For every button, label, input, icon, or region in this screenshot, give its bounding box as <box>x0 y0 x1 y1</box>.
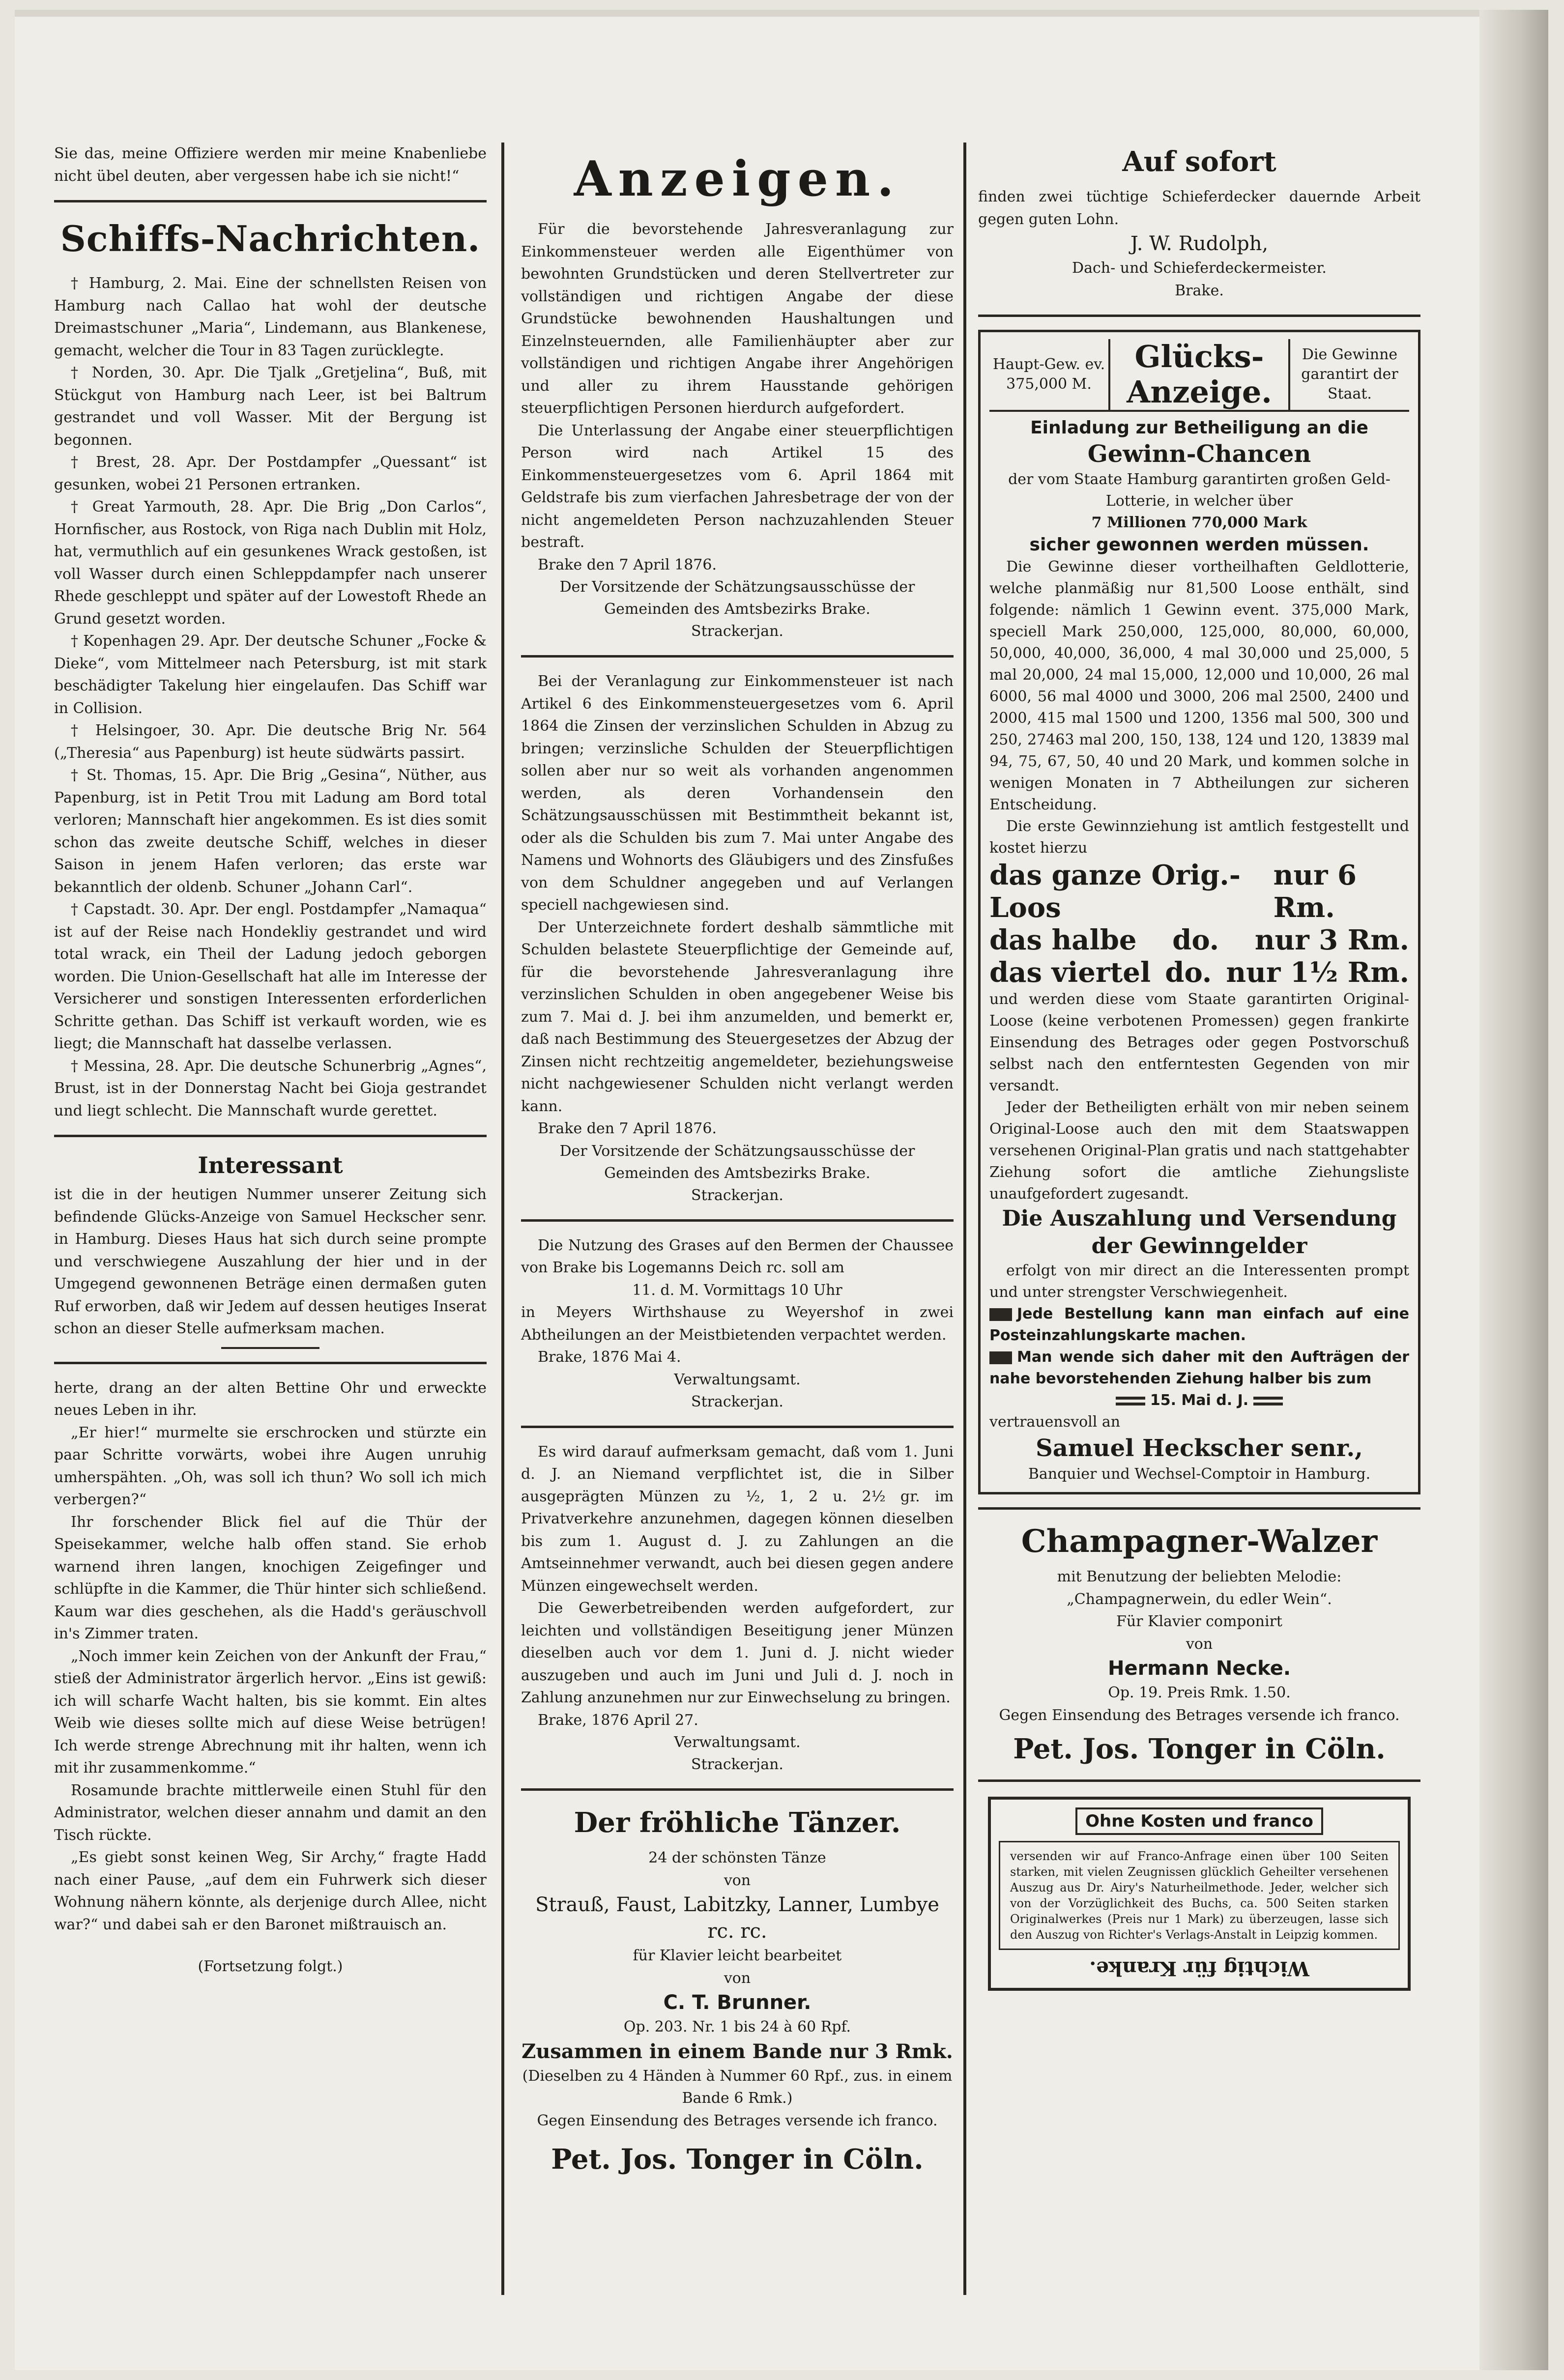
sofort-place: Brake. <box>1175 282 1224 299</box>
taenzer-line: Op. 203. Nr. 1 bis 24 à 60 Rpf. <box>623 2018 851 2036</box>
lottery-text: Jeder der Betheiligten erhält von mir neben seinem Original-Loose auch den mit dem Staatswappen versehenen Original-Plan gratis und nach stattgehabter Ziehung sofort die amtliche Ziehungsliste unaufgefordert zugesandt. <box>989 1099 1409 1203</box>
debt-notice-text: Bei der Veranlagung zur Einkommensteuer ist nach Artikel 6 des Einkommensteuergesetzes vom 6. April 1864 die Zinsen der verzinslichen Schulden in Abzug zu bringen; verzinsliche Schulden der Steuerpflichtigen sollen aber nur so weit als vorhanden angenommen werden, als deren Vorhandensein den Schätzungsausschüssen mit Bestimmtheit bekannt ist, oder als die Schulden bis zum 7. Mai unter Angabe des Namens und Wohnorts des Gläubigers und des Zinsfußes von dem Schuldner angegeben und auf Verlangen speciell nachgewiesen sind. <box>521 673 954 914</box>
lottery-chancen: Gewinn-Chancen <box>1087 440 1311 468</box>
binding-gutter <box>1479 10 1548 2370</box>
section-rule <box>54 1362 487 1364</box>
walzer-line: Op. 19. Preis Rmk. 1.50. <box>1108 1684 1291 1701</box>
ship-news-item: † Great Yarmouth, 28. Apr. Die Brig „Don Carlos“, Hornfischer, aus Rostock, von Riga nach Dublin mit Holz, hat, vermuthlich auf ein gesunkenes Wrack gestoßen, ist voll Wasser durch einen Schleppdampfer nach unserer Rhede geschleppt und später auf der Lowestoft Rhede an Grund gesetzt worden. <box>54 498 487 628</box>
notice-signature: Der Vorsitzende der Schätzungsausschüsse der Gemeinden des Amtsbezirks Brake. <box>559 578 915 618</box>
story-paragraph: „Er hier!“ murmelte sie erschrocken und stürzte ein paar Schritte vorwärts, wobei ihre Augen unruhig umherspähten. „Oh, was soll ich thun? Wo soll ich mich verbergen?“ <box>54 1424 487 1508</box>
story-paragraph: Rosamunde brachte mittlerweile einen Stuhl für den Administrator, welchen dieser annahm und damit an den Tisch rückte. <box>54 1781 487 1844</box>
price-ditto: do. <box>1172 924 1219 956</box>
lottery-head-title: Glücks-Anzeige. <box>1110 339 1290 410</box>
interessant-text: ist die in der heutigen Nummer unserer Zeitung sich befindende Glücks-Anzeige von Samuel Heckscher senr. in Hamburg. Dieses Haus hat sich durch seine prompte und verschwiegene Auszahlung der hier und in der Umgegend gewonnenen Beträge einen dermaßen guten Ruf erworben, daß wir Jedem auf dessen heutiges Inserat schon an dieser Stelle aufmerksam machen. <box>54 1186 487 1337</box>
taenzer-publisher: Pet. Jos. Tonger in Cöln. <box>551 2143 924 2176</box>
sofort-text: finden zwei tüchtige Schieferdecker dauernde Arbeit gegen guten Lohn. <box>978 188 1420 228</box>
lottery-vertrauen: vertrauensvoll an <box>989 1413 1121 1431</box>
coin-notice-text: Die Gewerbetreibenden werden aufgefordert, zur leichten und vollständigen Beseitigung jener Münzen dieselben auch vor dem 1. Juni d. J. nicht wieder auszugeben und auch im Juni und Juli d. J. noch in Zahlung anzunehmen nur zur Einwechselung zu bringen. <box>521 1600 954 1706</box>
lottery-name: Samuel Heckscher senr., <box>1036 1434 1363 1462</box>
lottery-millions: 7 Millionen 770,000 Mark <box>1091 514 1307 531</box>
tax-notice-text: Die Unterlassung der Angabe einer steuerpflichtigen Person wird nach Artikel 15 des Einkommensteuergesetzes vom 6. April 1864 mit Geldstrafe bis zum vierfachen Jahresbetrage der von der nicht angemeldeten Person nachzuzahlenden Steuer bestraft. <box>521 422 954 551</box>
lottery-text: erfolgt von mir direct an die Interessenten prompt und unter strengster Verschwiegenheit. <box>989 1262 1409 1301</box>
ship-news-item: † Norden, 30. Apr. Die Tjalk „Gretjelina“, Buß, mit Stückgut von Hamburg nach Leer, ist bei Baltrum gestrandet und voll Wasser. Mit der Bergung ist begonnen. <box>54 364 487 449</box>
taenzer-title: Der fröhliche Tänzer. <box>574 1807 901 1839</box>
section-rule <box>521 1219 954 1222</box>
section-rule <box>54 200 487 202</box>
franco-text: versenden wir auf Franco-Anfrage einen über 100 Seiten starken, mit vielen Zeugnissen glücklich Geheilter versehenen Auszug aus Dr. Airy's Naturheilmethode. Jeder, welcher sich von der Vorzüglichkeit des Buchs, ca. 500 Seiten starken Originalwerkes (Preis nur 1 Mark) zu überzeugen, lasse sich den Auszug von Richter's Verlags-Anstalt in Leipzig kommen. <box>1010 1849 1389 1942</box>
notice-signature-name: Strackerjan. <box>691 1393 783 1410</box>
notice-signature-name: Strackerjan. <box>691 1186 783 1204</box>
sofort-title: Auf sofort <box>1122 145 1276 178</box>
walzer-line: mit Benutzung der beliebten Melodie: <box>1057 1568 1342 1585</box>
short-rule <box>221 1347 319 1349</box>
notice-signature-name: Strackerjan. <box>691 1756 783 1773</box>
newspaper-page <box>15 10 1548 2370</box>
ship-news-item: † Brest, 28. Apr. Der Postdampfer „Quessant“ ist gesunken, wobei 21 Personen ertranken. <box>54 454 487 493</box>
lottery-header <box>989 339 1409 412</box>
taenzer-composers: Strauß, Faust, Labitzky, Lanner, Lumbye rc. rc. <box>535 1893 939 1943</box>
story-paragraph: „Es giebt sonst keinen Weg, Sir Archy,“ fragte Hadd nach einer Pause, „auf dem ein Fuhrwerk sich dieser Wohnung nähern könnte, als derjenige durch Allee, nicht war?“ und dabei sah er den Baronet mißtrauisch an. <box>54 1849 487 1933</box>
ship-news-item: † St. Thomas, 15. Apr. Die Brig „Gesina“, Nüther, aus Papenburg, ist in Petit Trou mit Ladung am Bord total verloren; Mannschaft hier angekommen. Es ist dies somit schon das zweite deutsche Schiff, welches in dieser Saison in jenem Hafen verloren; das erste war bekanntlich der oldenb. Schuner „Johann Carl“. <box>54 767 487 896</box>
franco-advert <box>988 1797 1411 1991</box>
ship-news-item: † Messina, 28. Apr. Die deutsche Schunerbrig „Agnes“, Brust, ist in der Donnerstag Nacht bei Gioja gestrandet und liegt schlecht. Die Mannschaft wurde gerettet. <box>54 1057 487 1119</box>
lottery-auszahlung: Die Auszahlung und Versendung der Gewinngelder <box>1002 1206 1397 1259</box>
price-row-quarter <box>989 956 1409 989</box>
section-rule <box>54 1135 487 1137</box>
tax-notice-text: Für die bevorstehende Jahresveranlagung zur Einkommensteuer werden alle Eigenthümer von bewohnten Grundstücken und deren Stellvertreter zur vollständigen und richtigen Angabe der diese Grundstücke bewohnenden Haushaltungen und Einzelnsteuernden, alle Familienhäupter aber zur vollständigen und richtigen Angabe ihrer Angehörigen und aller zu ihrem Hausstande gehörigen steuerpflichtigen Personen hierdurch aufgefordert. <box>521 221 954 417</box>
ship-news-item: † Kopenhagen 29. Apr. Der deutsche Schuner „Focke & Dieke“, vom Mittelmeer nach Petersburg, ist mit stark beschädigter Takelung hier eingelaufen. Das Schiff war in Collision. <box>54 632 487 717</box>
franco-title-wrap <box>999 1807 1400 1841</box>
grass-notice-date: 11. d. M. Vormittags 10 Uhr <box>632 1281 842 1299</box>
lottery-advert <box>978 330 1420 1494</box>
taenzer-line: für Klavier leicht bearbeitet <box>633 1947 842 1964</box>
price-row-whole <box>989 859 1409 924</box>
taenzer-von: von <box>724 1871 751 1889</box>
section-rule <box>521 1426 954 1428</box>
story-intro: Sie das, meine Offiziere werden mir meine Knabenliebe nicht übel deuten, aber vergessen habe ich sie nicht!“ <box>54 145 487 185</box>
section-rule <box>978 1779 1420 1782</box>
price-ditto: do. <box>1165 956 1212 989</box>
notice-date: Brake, 1876 Mai 4. <box>538 1348 681 1366</box>
pointing-hand-icon <box>989 1351 1012 1364</box>
section-rule <box>521 655 954 658</box>
price-label: das ganze Orig.-Loos <box>989 859 1241 924</box>
grass-notice-text: Die Nutzung des Grases auf den Bermen der Chaussee von Brake bis Logemanns Deich rc. soll am <box>521 1236 954 1276</box>
walzer-von: von <box>1186 1635 1213 1653</box>
notice-signature: Verwaltungsamt. <box>674 1371 801 1388</box>
price-value: nur 3 Rm. <box>1254 924 1409 956</box>
grass-notice-text: in Meyers Wirthshause zu Weyershof in zwei Abtheilungen an der Meistbietenden verpachtet werden. <box>521 1304 954 1344</box>
franco-title: Ohne Kosten und franco <box>1075 1807 1323 1835</box>
notice-date: Brake den 7 April 1876. <box>538 1120 717 1137</box>
lottery-text: Die Gewinne dieser vortheilhaften Geldlotterie, welche planmäßig nur 81,500 Loose enthält, sind folgende: nämlich 1 Gewinn event. 375,000 Mark, speciell Mark 250,000, 125,000, 80,000, 60,000, 50,000, 40,000, 36,000, 4 mal 30,000 und 25,000, 5 mal 20,000, 24 mal 15,000, 12,000 und 10,000, 26 mal 6000, 56 mal 4000 und 3000, 206 mal 2500, 2400 und 2000, 415 mal 1500 und 1200, 1356 mal 500, 300 und 250, 27463 mal 200, 150, 138, 124 und 120, 13839 mal 94, 75, 67, 50, 40 und 20 Mark, und kommen solche in wenigen Monaten in 7 Abtheilungen zur sicheren Entscheidung. <box>989 558 1409 813</box>
double-rule-icon <box>1253 1397 1283 1405</box>
taenzer-von: von <box>724 1969 751 1987</box>
price-value: nur 6 Rm. <box>1273 859 1357 924</box>
walzer-title: Champagner-Walzer <box>1021 1523 1378 1560</box>
story-paragraph: herte, drang an der alten Bettine Ohr und erweckte neues Leben in ihr. <box>54 1379 487 1419</box>
sofort-name: J. W. Rudolph, <box>1130 232 1269 255</box>
taenzer-line: (Dieselben zu 4 Händen à Nummer 60 Rpf., zus. in einem Bande 6 Rmk.) <box>522 2067 953 2107</box>
taenzer-author: C. T. Brunner. <box>663 1991 811 2014</box>
column-left <box>54 143 487 1978</box>
notice-signature: Der Vorsitzende der Schätzungsausschüsse der Gemeinden des Amtsbezirks Brake. <box>559 1142 915 1182</box>
franco-body <box>999 1841 1400 1950</box>
lottery-head-right: Die Gewinne garantirt der Staat. <box>1301 346 1398 402</box>
taenzer-line: 24 der schönsten Tänze <box>648 1849 826 1866</box>
walzer-line: Gegen Einsendung des Betrages versende ich franco. <box>999 1706 1400 1724</box>
franco-footer: Wichtig für Kranke. <box>1089 1957 1309 1980</box>
lottery-line: der vom Staate Hamburg garantirten großen Geld-Lotterie, in welcher über <box>1008 471 1390 510</box>
column-divider <box>501 143 504 2295</box>
lottery-invite: Einladung zur Betheiligung an die <box>1030 418 1368 438</box>
walzer-line: Für Klavier componirt <box>1116 1613 1282 1630</box>
lottery-head-left: Haupt-Gew. ev. 375,000 M. <box>989 339 1110 410</box>
column-middle <box>521 143 954 2177</box>
debt-notice-text: Der Unterzeichnete fordert deshalb sämmtliche mit Schulden belastete Steuerpflichtige der Gemeinde auf, für die bevorstehende Jahresveranlagung ihre verzinslichen Schulden in oben angegebener Weise bis zum 7. Mai d. J. bei ihm anzumelden, und bemerkt er, daß nach Bestimmung des Steuergesetzes der Abzug der Zinsen nicht rechtzeitig angemeldeter, beziehungsweise nicht nachgewiesener Schulden nicht verlangt werden kann. <box>521 918 954 1115</box>
section-rule <box>978 315 1420 317</box>
ship-news-title: Schiffs-Nachrichten. <box>60 218 481 259</box>
price-row-half <box>989 924 1409 956</box>
notice-signature-name: Strackerjan. <box>691 623 783 640</box>
taenzer-line: Gegen Einsendung des Betrages versende ich franco. <box>537 2112 938 2129</box>
price-label: das halbe <box>989 924 1137 956</box>
notice-signature: Verwaltungsamt. <box>674 1734 801 1751</box>
lottery-deadline: 15. Mai d. J. <box>989 1390 1409 1411</box>
lottery-bestellung: Jede Bestellung kann man einfach auf eine Posteinzahlungskarte machen. <box>989 1305 1409 1344</box>
walzer-publisher: Pet. Jos. Tonger in Cöln. <box>1013 1733 1386 1765</box>
price-value: nur 1½ Rm. <box>1226 956 1409 989</box>
section-rule <box>521 1788 954 1791</box>
walzer-author: Hermann Necke. <box>1107 1657 1291 1680</box>
price-label: das viertel <box>989 956 1151 989</box>
pointing-hand-icon <box>989 1308 1012 1321</box>
section-rule <box>978 1507 1420 1510</box>
continuation-note: (Fortsetzung folgt.) <box>198 1958 343 1975</box>
column-divider <box>963 143 966 2295</box>
ship-news-item: † Hamburg, 2. Mai. Eine der schnellsten Reisen von Hamburg nach Callao hat wohl der deutsche Dreimastschuner „Maria“, Lindemann, aus Blankenese, gemacht, welcher die Tour in 83 Tagen zurücklegte. <box>54 275 487 359</box>
story-paragraph: „Noch immer kein Zeichen von der Ankunft der Frau,“ stieß der Administrator ärgerlich hervor. „Eins ist gewiß: ich will scharfe Wacht halten, bis sie kommt. Ein altes Weib wie dieses sollte mich auf diese Weise betrügen! Ich werde strenge Abrechnung mit ihr halten, wenn ich mit ihr zusammenkomme.“ <box>54 1647 487 1777</box>
anzeigen-title: Anzeigen. <box>574 151 901 207</box>
lottery-sicher: sicher gewonnen werden müssen. <box>1029 535 1369 555</box>
lottery-firma: Banquier und Wechsel-Comptoir in Hamburg. <box>1028 1465 1371 1483</box>
lottery-text: Die erste Gewinnziehung ist amtlich festgestellt und kostet hierzu <box>989 818 1409 857</box>
sofort-role: Dach- und Schieferdeckermeister. <box>1072 259 1327 277</box>
taenzer-bundle: Zusammen in einem Bande nur 3 Rmk. <box>521 2039 953 2063</box>
column-right <box>978 143 1420 1991</box>
story-paragraph: Ihr forschender Blick fiel auf die Thür der Speisekammer, welche halb offen stand. Sie erhob warnend ihren langen, knochigen Zeigefinger und schlüpfte in die Kammer, die Thür hinter sich schließend. Kaum war dies geschehen, als die Hadd's geräuschvoll in's Zimmer traten. <box>54 1513 487 1642</box>
ship-news-item: † Helsingoer, 30. Apr. Die deutsche Brig Nr. 564 („Theresia“ aus Papenburg) ist heute südwärts passirt. <box>54 722 487 762</box>
lottery-text: und werden diese vom Staate garantirten Original-Loose (keine verbotenen Promessen) gegen frankirte Einsendung des Betrages oder gegen Postvorschuß selbst nach den entferntesten Gegenden von mir versandt. <box>989 991 1409 1094</box>
notice-date: Brake den 7 April 1876. <box>538 556 717 573</box>
interessant-title: Interessant <box>198 1152 343 1178</box>
notice-date: Brake, 1876 April 27. <box>538 1711 698 1729</box>
top-edge <box>15 10 1548 17</box>
walzer-line: „Champagnerwein, du edler Wein“. <box>1067 1590 1332 1608</box>
coin-notice-text: Es wird darauf aufmerksam gemacht, daß vom 1. Juni d. J. an Niemand verpflichtet ist, die in Silber ausgeprägten Münzen zu ½, 1, 2 u. 2½ gr. im Privatverkehre anzunehmen, dagegen können dieselben bis zum 1. August d. J. zu Zahlungen an die Amtseinnehmer verwandt, auch bei diesen gegen andere Münzen eingewechselt werden. <box>521 1443 954 1595</box>
ship-news-item: † Capstadt. 30. Apr. Der engl. Postdampfer „Namaqua“ ist auf der Reise nach Hondekliy gestrandet und wird total wrack, ein Theil der Ladung jedoch geborgen worden. Die Union-Gesellschaft hat alle im Interesse der Versicherer und sonstigen Interessenten erforderlichen Schritte gethan. Das Schiff ist verkauft worden, wie es liegt; die Mannschaft hat dasselbe verlassen. <box>54 901 487 1052</box>
double-rule-icon <box>1116 1397 1145 1405</box>
lottery-wende: Man wende sich daher mit den Aufträgen der nahe bevorstehenden Ziehung halber bis zum <box>989 1348 1409 1387</box>
